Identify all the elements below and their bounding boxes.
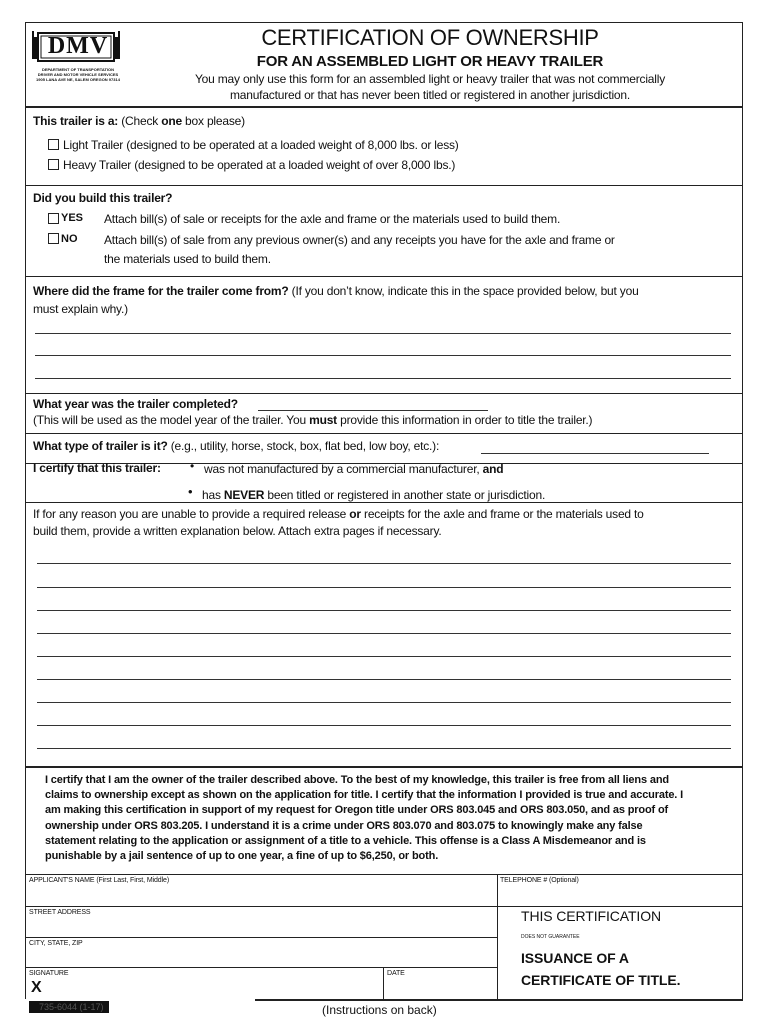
date-label: DATE <box>387 970 405 977</box>
explanation-answer-line-8[interactable] <box>37 725 731 726</box>
year-question: What year was the trailer completed? <box>33 397 238 411</box>
telephone-label: TELEPHONE # (Optional) <box>500 877 579 884</box>
explanation-answer-line-4[interactable] <box>37 633 731 634</box>
signature-x-mark: X <box>31 979 42 996</box>
explanation-line-2: build them, provide a written explanation below. Attach extra pages if necessary. <box>33 524 442 538</box>
light-trailer-checkbox[interactable] <box>48 139 59 150</box>
divider-header <box>25 106 743 108</box>
trailer-type-question: This trailer is a: (Check one box please) <box>33 114 245 128</box>
divider-2 <box>25 276 743 277</box>
dmv-logo-text: DMV <box>47 33 109 59</box>
certification-paragraph <box>45 773 727 864</box>
year-answer-line[interactable] <box>258 410 488 411</box>
logo-caption-3: 1905 LANA AVE NE, SALEM OREGON 97314 <box>36 77 120 82</box>
city-state-zip-label: CITY, STATE, ZIP <box>29 940 83 947</box>
divider-3 <box>25 393 743 394</box>
certification-line: statement relating to the application or assignment of a title to a vehicle. This offense is a Class A Misdemeanor and is <box>45 834 646 847</box>
divider-6 <box>25 502 743 503</box>
notice-small: DOES NOT GUARANTEE <box>521 934 580 940</box>
built-yes-text: Attach bill(s) of sale or receipts for the axle and frame or the materials used to build them. <box>104 212 561 226</box>
telephone-field[interactable] <box>498 886 741 905</box>
frame-question-line-2: must explain why.) <box>33 302 128 316</box>
frame-answer-line-2[interactable] <box>35 355 731 356</box>
explanation-answer-line-3[interactable] <box>37 610 731 611</box>
instructions-note: (Instructions on back) <box>322 1003 437 1017</box>
notice-line-1: THIS CERTIFICATION <box>521 908 662 924</box>
signature-label: SIGNATURE <box>29 970 69 977</box>
notice-line-3: CERTIFICATE OF TITLE. <box>521 972 681 988</box>
built-no-checkbox[interactable] <box>48 233 59 244</box>
certification-line: claims to ownership except as shown on the application for title. I certify that the information I provided is true and accurate. I <box>45 789 684 802</box>
explanation-line-1: If for any reason you are unable to provide a required release or receipts for the axle and frame or the materials used to <box>33 507 644 521</box>
form-border-left <box>25 22 26 999</box>
frame-answer-line-1[interactable] <box>35 333 731 334</box>
city-state-zip-field[interactable] <box>26 949 496 966</box>
divider-fields-top <box>25 874 743 875</box>
logo-caption-2: DRIVER AND MOTOR VEHICLE SERVICES <box>37 72 119 77</box>
year-note: (This will be used as the model year of the trailer. You must provide this information in order to title the trailer.) <box>33 413 593 427</box>
applicant-name-label: APPLICANT'S NAME (First Last, First, Middle) <box>29 877 170 884</box>
trailer-kind-question: What type of trailer is it? (e.g., utility, horse, stock, box, flat bed, low boy, etc.): <box>33 439 440 453</box>
heavy-trailer-label: Heavy Trailer (designed to be operated at a loaded weight of over 8,000 lbs.) <box>63 158 456 172</box>
certification-line: punishable by a jail sentence of up to one year, a fine of up to $6,250, or both. <box>45 850 439 863</box>
certify-trailer-label: I certify that this trailer: <box>33 461 161 475</box>
date-field[interactable] <box>384 979 496 998</box>
divider-1 <box>25 185 743 186</box>
intro-line-2: manufactured or that has never been titled or registered in another jurisdiction. <box>229 88 631 102</box>
explanation-answer-line-2[interactable] <box>37 587 731 588</box>
built-question: Did you build this trailer? <box>33 191 173 205</box>
divider-7 <box>25 766 743 768</box>
explanation-answer-line-5[interactable] <box>37 656 731 657</box>
certify-bullet-2: has NEVER been titled or registered in another state or jurisdiction. <box>202 488 546 502</box>
dmv-logo <box>32 27 124 85</box>
explanation-answer-line-1[interactable] <box>37 563 731 564</box>
certify-bullet-1: was not manufactured by a commercial manufacturer, and <box>204 462 504 476</box>
bullet-2-icon: • <box>188 484 193 499</box>
divider-4 <box>25 433 743 434</box>
notice-line-2: ISSUANCE OF A <box>521 950 629 966</box>
light-trailer-label: Light Trailer (designed to be operated at a loaded weight of 8,000 lbs. or less) <box>63 138 459 152</box>
intro-line-1: You may only use this form for an assembled light or heavy trailer that was not commercially <box>194 72 666 86</box>
built-no-text-1: Attach bill(s) of sale from any previous owner(s) and any receipts you have for the axle and frame or <box>104 233 615 247</box>
form-number-badge <box>29 1001 109 1013</box>
certification-line: am making this certification in support of my request for Oregon title under ORS 803.045 and ORS 803.050, and as proof of <box>45 804 669 817</box>
built-yes-checkbox[interactable] <box>48 213 59 224</box>
heavy-trailer-checkbox[interactable] <box>48 159 59 170</box>
page-subtitle: FOR AN ASSEMBLED LIGHT OR HEAVY TRAILER <box>256 53 604 70</box>
applicant-name-field[interactable] <box>26 886 496 905</box>
street-address-label: STREET ADDRESS <box>29 909 91 916</box>
built-no-label: NO <box>61 233 78 245</box>
frame-question: Where did the frame for the trailer come from? (If you don’t know, indicate this in the space provided below, but you <box>33 284 639 298</box>
explanation-answer-line-9[interactable] <box>37 748 731 749</box>
trailer-kind-answer-line[interactable] <box>481 453 709 454</box>
signature-field[interactable] <box>46 979 382 998</box>
explanation-answer-line-6[interactable] <box>37 679 731 680</box>
built-yes-label: YES <box>61 212 84 224</box>
street-address-field[interactable] <box>26 918 496 936</box>
explanation-answer-line-7[interactable] <box>37 702 731 703</box>
divider-city-bottom <box>25 967 497 968</box>
certification-line: I certify that I am the owner of the trailer described above. To the best of my knowledge, this trailer is free from all liens and <box>45 774 669 786</box>
page-title: CERTIFICATION OF OWNERSHIP <box>261 25 599 50</box>
logo-caption-1: DEPARTMENT OF TRANSPORTATION <box>42 67 114 72</box>
form-border-right <box>742 22 743 999</box>
bullet-1-icon: • <box>190 459 195 473</box>
frame-answer-line-3[interactable] <box>35 378 731 379</box>
form-number: 735-6044 (1-17) <box>39 1002 104 1012</box>
built-no-text-2: the materials used to build them. <box>104 252 271 266</box>
divider-name-bottom <box>25 906 743 907</box>
divider-street-bottom <box>25 937 497 938</box>
footer-rule <box>255 999 743 1001</box>
certification-line: ownership under ORS 803.205. I understand it is a crime under ORS 803.070 and 803.075 to knowingly make any false <box>45 819 643 832</box>
form-border-top <box>25 22 743 23</box>
